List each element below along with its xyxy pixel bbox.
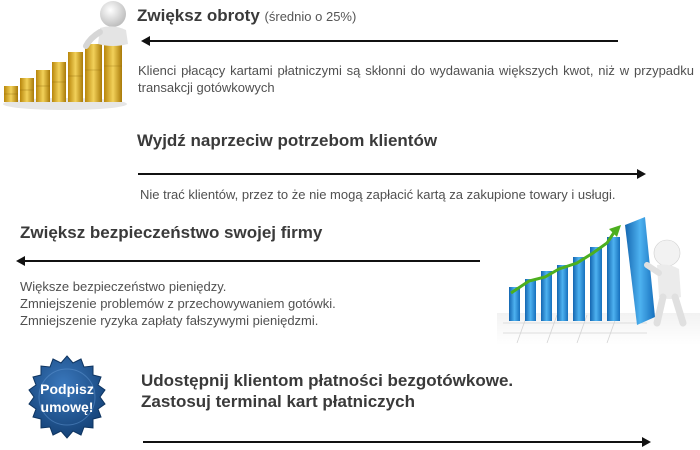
section4-title <box>141 370 513 412</box>
section3-line: Większe bezpieczeństwo pieniędzy. <box>20 279 227 294</box>
section1-title-main: Zwiększ obroty <box>137 6 260 25</box>
section4-arrow <box>143 441 649 443</box>
section3-line: Zmniejszenie problemów z przechowywaniem gotówki. <box>20 296 336 311</box>
section3-lines <box>20 278 480 329</box>
section3-arrow <box>18 260 480 262</box>
section2-arrow <box>138 173 644 175</box>
seal-text-line1: Podpisz <box>40 381 94 397</box>
section1-text: Klienci płacący kartami płatniczymi są skłonni do wydawania większych kwot, niż w przypadku transakcji gotówkowych <box>138 63 694 95</box>
section1-title <box>137 6 356 26</box>
section1-arrow <box>143 40 618 42</box>
section3-line: Zmniejszenie ryzyka zapłaty fałszywymi pieniędzmi. <box>20 313 319 328</box>
coins-figure-icon <box>0 0 135 112</box>
section4-title-line1: Udostępnij klientom płatności bezgotówkowe. <box>141 371 514 390</box>
section2-title: Wyjdź naprzeciw potrzebom klientów <box>137 131 438 150</box>
growth-chart-figure-icon <box>497 213 700 345</box>
section3-title: Zwiększ bezpieczeństwo swojej firmy <box>20 223 323 242</box>
seal-text-line2: umowę! <box>40 399 94 415</box>
section4-title-line2: Zastosuj terminal kart płatniczych <box>141 392 415 411</box>
section1-title-note: (średnio o 25%) <box>264 9 357 24</box>
section2-text: Nie trać klientów, przez to że nie mogą zapłacić kartą za zakupione towary i usługi. <box>140 187 616 202</box>
seal-badge-icon <box>22 354 112 442</box>
